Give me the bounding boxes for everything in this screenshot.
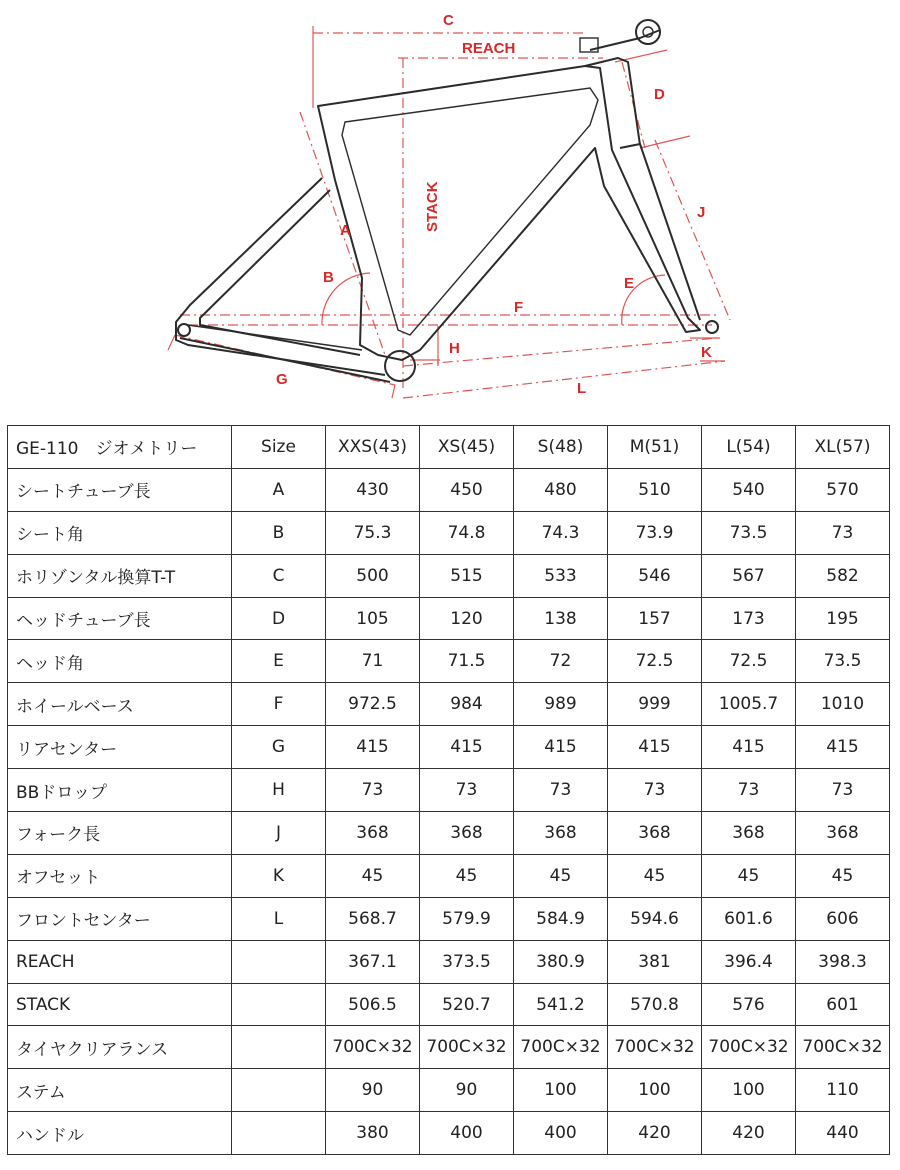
- size-code-cell: [232, 983, 326, 1026]
- table-row: [8, 1112, 890, 1155]
- table-row: [8, 468, 890, 511]
- value-cell: 90: [420, 1069, 514, 1112]
- value-cell: 972.5: [326, 683, 420, 726]
- value-cell: 430: [326, 468, 420, 511]
- value-cell: 72: [514, 640, 608, 683]
- value-cell: 45: [702, 854, 796, 897]
- label-g: G: [276, 371, 288, 388]
- row-label-cell: タイヤクリアランス: [8, 1026, 232, 1069]
- value-cell: 700C×32: [514, 1026, 608, 1069]
- value-cell: 500: [326, 554, 420, 597]
- value-cell: 700C×32: [326, 1026, 420, 1069]
- label-e: E: [624, 275, 635, 292]
- row-label-cell: フォーク長: [8, 812, 232, 855]
- value-cell: 398.3: [796, 940, 890, 983]
- size-code-cell: K: [232, 854, 326, 897]
- row-label-cell: ホイールベース: [8, 683, 232, 726]
- geometry-table-body: [8, 426, 890, 1155]
- size-code-cell: A: [232, 468, 326, 511]
- value-cell: 1010: [796, 683, 890, 726]
- row-label-cell: リアセンター: [8, 726, 232, 769]
- value-cell: 71.5: [420, 640, 514, 683]
- value-cell: 576: [702, 983, 796, 1026]
- value-cell: 533: [514, 554, 608, 597]
- value-cell: 480: [514, 468, 608, 511]
- value-cell: XS(45): [420, 426, 514, 469]
- row-label-cell: オフセット: [8, 854, 232, 897]
- value-cell: 520.7: [420, 983, 514, 1026]
- table-row: [8, 554, 890, 597]
- value-cell: 368: [420, 812, 514, 855]
- label-l: L: [577, 380, 587, 397]
- size-code-cell: B: [232, 511, 326, 554]
- value-cell: 75.3: [326, 511, 420, 554]
- value-cell: 73: [608, 769, 702, 812]
- size-code-cell: D: [232, 597, 326, 640]
- angle-arcs: [322, 273, 665, 325]
- label-h: H: [449, 340, 460, 357]
- value-cell: 396.4: [702, 940, 796, 983]
- row-label-cell: GE-110 ジオメトリー: [8, 426, 232, 469]
- value-cell: 71: [326, 640, 420, 683]
- value-cell: 100: [702, 1069, 796, 1112]
- row-label-cell: ホリゾンタル換算T-T: [8, 554, 232, 597]
- label-j: J: [697, 204, 706, 221]
- value-cell: 999: [608, 683, 702, 726]
- value-cell: 584.9: [514, 897, 608, 940]
- row-label-cell: フロントセンター: [8, 897, 232, 940]
- value-cell: L(54): [702, 426, 796, 469]
- value-cell: 540: [702, 468, 796, 511]
- row-label-cell: ステム: [8, 1069, 232, 1112]
- value-cell: 368: [326, 812, 420, 855]
- value-cell: 415: [702, 726, 796, 769]
- row-label-cell: ヘッドチューブ長: [8, 597, 232, 640]
- value-cell: 510: [608, 468, 702, 511]
- label-a: A: [340, 222, 351, 239]
- size-code-cell: [232, 1026, 326, 1069]
- value-cell: 45: [514, 854, 608, 897]
- value-cell: 415: [420, 726, 514, 769]
- value-cell: 110: [796, 1069, 890, 1112]
- value-cell: 546: [608, 554, 702, 597]
- table-row: [8, 511, 890, 554]
- value-cell: 368: [514, 812, 608, 855]
- value-cell: S(48): [514, 426, 608, 469]
- bicycle-frame: [176, 20, 718, 382]
- value-cell: 440: [796, 1112, 890, 1155]
- size-code-cell: E: [232, 640, 326, 683]
- row-label-cell: REACH: [8, 940, 232, 983]
- value-cell: 415: [796, 726, 890, 769]
- value-cell: 594.6: [608, 897, 702, 940]
- table-row: [8, 1026, 890, 1069]
- table-row: [8, 683, 890, 726]
- value-cell: 73: [326, 769, 420, 812]
- geometry-table: [7, 425, 890, 1155]
- value-cell: 73: [420, 769, 514, 812]
- value-cell: 415: [514, 726, 608, 769]
- value-cell: 380: [326, 1112, 420, 1155]
- value-cell: 74.8: [420, 511, 514, 554]
- value-cell: 45: [608, 854, 702, 897]
- value-cell: 700C×32: [796, 1026, 890, 1069]
- table-row: [8, 983, 890, 1026]
- value-cell: 45: [796, 854, 890, 897]
- value-cell: 368: [702, 812, 796, 855]
- value-cell: 73: [702, 769, 796, 812]
- table-row: [8, 940, 890, 983]
- row-label-cell: STACK: [8, 983, 232, 1026]
- size-code-cell: Size: [232, 426, 326, 469]
- value-cell: 381: [608, 940, 702, 983]
- value-cell: 420: [608, 1112, 702, 1155]
- table-row: [8, 597, 890, 640]
- value-cell: 380.9: [514, 940, 608, 983]
- value-cell: 1005.7: [702, 683, 796, 726]
- value-cell: 195: [796, 597, 890, 640]
- value-cell: 415: [326, 726, 420, 769]
- value-cell: 601: [796, 983, 890, 1026]
- label-k: K: [701, 344, 712, 361]
- table-row: [8, 769, 890, 812]
- size-code-cell: [232, 940, 326, 983]
- value-cell: 415: [608, 726, 702, 769]
- table-row: [8, 812, 890, 855]
- row-label-cell: ヘッド角: [8, 640, 232, 683]
- label-d: D: [654, 86, 665, 103]
- value-cell: 368: [796, 812, 890, 855]
- value-cell: 73.5: [702, 511, 796, 554]
- value-cell: 989: [514, 683, 608, 726]
- size-code-cell: F: [232, 683, 326, 726]
- value-cell: 700C×32: [420, 1026, 514, 1069]
- value-cell: 700C×32: [608, 1026, 702, 1069]
- value-cell: 73: [514, 769, 608, 812]
- table-header-row: [8, 426, 890, 469]
- value-cell: 601.6: [702, 897, 796, 940]
- value-cell: 367.1: [326, 940, 420, 983]
- value-cell: 984: [420, 683, 514, 726]
- size-code-cell: C: [232, 554, 326, 597]
- value-cell: 400: [420, 1112, 514, 1155]
- value-cell: 368: [608, 812, 702, 855]
- value-cell: 567: [702, 554, 796, 597]
- frame-geometry-diagram: [0, 0, 900, 420]
- value-cell: 73: [796, 769, 890, 812]
- value-cell: 570: [796, 468, 890, 511]
- value-cell: 72.5: [702, 640, 796, 683]
- value-cell: 100: [608, 1069, 702, 1112]
- value-cell: 373.5: [420, 940, 514, 983]
- value-cell: 72.5: [608, 640, 702, 683]
- size-code-cell: L: [232, 897, 326, 940]
- table-row: [8, 640, 890, 683]
- label-c: C: [443, 12, 454, 29]
- value-cell: 90: [326, 1069, 420, 1112]
- value-cell: 570.8: [608, 983, 702, 1026]
- value-cell: 700C×32: [702, 1026, 796, 1069]
- value-cell: 420: [702, 1112, 796, 1155]
- value-cell: M(51): [608, 426, 702, 469]
- row-label-cell: BBドロップ: [8, 769, 232, 812]
- value-cell: 606: [796, 897, 890, 940]
- value-cell: 120: [420, 597, 514, 640]
- value-cell: 506.5: [326, 983, 420, 1026]
- value-cell: 400: [514, 1112, 608, 1155]
- value-cell: 138: [514, 597, 608, 640]
- row-label-cell: シートチューブ長: [8, 468, 232, 511]
- value-cell: 157: [608, 597, 702, 640]
- value-cell: 541.2: [514, 983, 608, 1026]
- value-cell: 568.7: [326, 897, 420, 940]
- label-f: F: [514, 299, 524, 316]
- value-cell: 105: [326, 597, 420, 640]
- value-cell: 73: [796, 511, 890, 554]
- size-code-cell: G: [232, 726, 326, 769]
- row-label-cell: ハンドル: [8, 1112, 232, 1155]
- value-cell: 74.3: [514, 511, 608, 554]
- row-label-cell: シート角: [8, 511, 232, 554]
- value-cell: 73.5: [796, 640, 890, 683]
- value-cell: 515: [420, 554, 514, 597]
- value-cell: 73.9: [608, 511, 702, 554]
- size-code-cell: [232, 1069, 326, 1112]
- size-code-cell: [232, 1112, 326, 1155]
- value-cell: 100: [514, 1069, 608, 1112]
- label-reach: REACH: [462, 40, 516, 57]
- table-row: [8, 1069, 890, 1112]
- value-cell: 582: [796, 554, 890, 597]
- size-code-cell: J: [232, 812, 326, 855]
- value-cell: 579.9: [420, 897, 514, 940]
- value-cell: 450: [420, 468, 514, 511]
- value-cell: 173: [702, 597, 796, 640]
- table-row: [8, 897, 890, 940]
- size-code-cell: H: [232, 769, 326, 812]
- value-cell: 45: [420, 854, 514, 897]
- value-cell: XXS(43): [326, 426, 420, 469]
- table-row: [8, 854, 890, 897]
- label-b: B: [323, 269, 334, 286]
- table-row: [8, 726, 890, 769]
- value-cell: XL(57): [796, 426, 890, 469]
- label-stack: STACK: [424, 181, 441, 232]
- value-cell: 45: [326, 854, 420, 897]
